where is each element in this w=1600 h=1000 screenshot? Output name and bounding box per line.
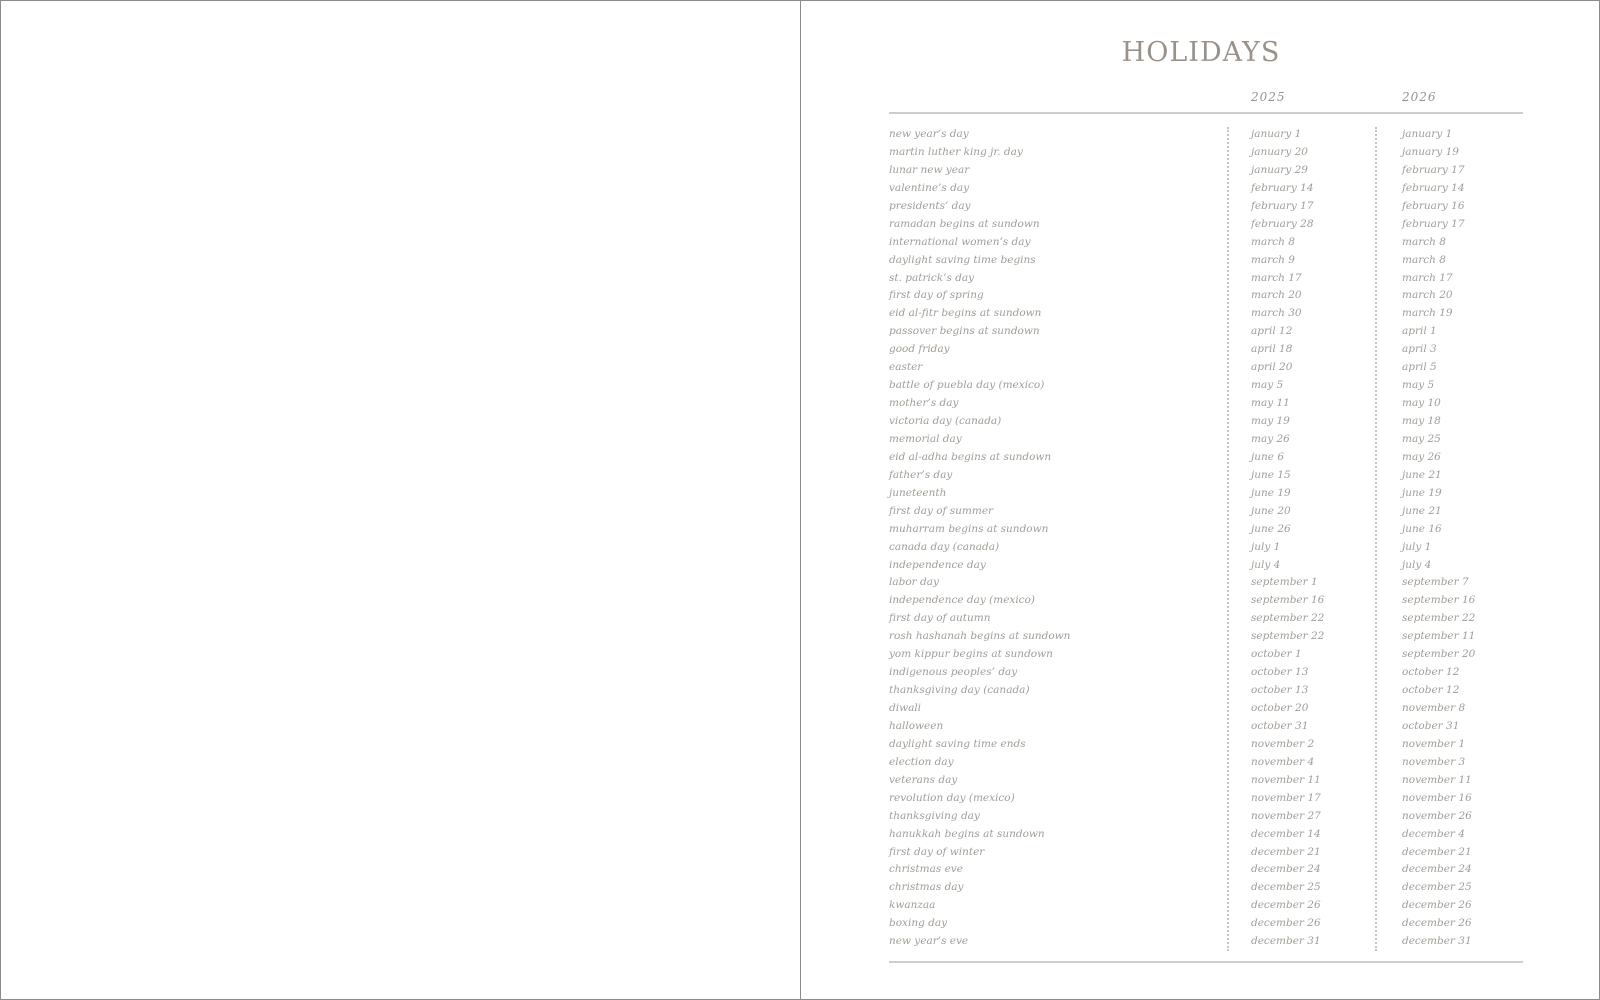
holiday-date-2026: october 12 xyxy=(1402,666,1460,679)
holiday-date-2025: june 20 xyxy=(1251,504,1291,517)
holiday-name: canada day (canada) xyxy=(889,540,1000,553)
holiday-name: battle of puebla day (mexico) xyxy=(889,379,1045,392)
holiday-name: christmas eve xyxy=(889,863,963,876)
holiday-date-2025: march 17 xyxy=(1251,271,1302,284)
holiday-row xyxy=(801,198,1600,216)
holiday-date-2026: january 1 xyxy=(1402,128,1453,140)
holiday-date-2025: may 19 xyxy=(1251,415,1290,427)
holiday-row xyxy=(801,359,1600,377)
holiday-row xyxy=(801,503,1600,521)
holiday-date-2025: november 17 xyxy=(1251,791,1321,804)
holiday-row xyxy=(801,718,1600,736)
holiday-date-2026: march 8 xyxy=(1402,235,1446,248)
holiday-name: labor day xyxy=(889,576,939,589)
holiday-name: ramadan begins at sundown xyxy=(889,217,1040,230)
holiday-row xyxy=(801,557,1600,575)
holiday-date-2025: january 20 xyxy=(1251,145,1308,158)
holiday-date-2025: december 25 xyxy=(1251,881,1321,894)
holiday-name: rosh hashanah begins at sundown xyxy=(889,630,1071,643)
holiday-row xyxy=(801,682,1600,700)
holiday-name: boxing day xyxy=(889,917,948,930)
holiday-date-2026: june 21 xyxy=(1402,504,1442,517)
year-header-2026: 2026 xyxy=(1402,90,1437,104)
holiday-date-2025: march 20 xyxy=(1251,289,1302,302)
holiday-name: valentine’s day xyxy=(889,181,970,194)
holiday-name: juneteenth xyxy=(889,486,947,499)
holiday-name: good friday xyxy=(889,343,950,356)
holiday-row xyxy=(801,574,1600,592)
holiday-date-2026: october 31 xyxy=(1402,719,1460,732)
holiday-row xyxy=(801,664,1600,682)
holiday-date-2026: may 10 xyxy=(1402,397,1441,410)
holiday-date-2026: april 1 xyxy=(1402,325,1437,338)
holiday-date-2025: april 18 xyxy=(1251,343,1293,356)
holiday-row xyxy=(801,467,1600,485)
holiday-row xyxy=(801,539,1600,557)
holiday-name: passover begins at sundown xyxy=(889,325,1040,338)
holiday-date-2026: december 26 xyxy=(1402,899,1472,912)
holiday-date-2025: may 26 xyxy=(1251,432,1290,445)
holiday-date-2025: april 20 xyxy=(1251,361,1293,374)
holiday-name: election day xyxy=(889,755,954,768)
holiday-row xyxy=(801,826,1600,844)
holiday-name: victoria day (canada) xyxy=(889,415,1002,427)
holiday-date-2025: october 13 xyxy=(1251,666,1309,679)
holiday-name: new year’s day xyxy=(889,128,969,140)
holiday-date-2026: april 5 xyxy=(1402,361,1437,374)
holiday-date-2026: november 8 xyxy=(1402,702,1466,714)
holiday-row xyxy=(801,449,1600,467)
holiday-row xyxy=(801,270,1600,288)
holiday-date-2026: march 19 xyxy=(1402,307,1453,320)
holiday-date-2025: january 29 xyxy=(1251,163,1308,176)
holiday-row xyxy=(801,592,1600,610)
holiday-row xyxy=(801,126,1600,144)
holiday-date-2026: october 12 xyxy=(1402,684,1460,697)
holiday-date-2025: december 26 xyxy=(1251,899,1321,912)
holiday-date-2025: november 27 xyxy=(1251,809,1321,822)
holiday-name: easter xyxy=(889,361,923,374)
holiday-row xyxy=(801,413,1600,431)
holiday-date-2025: december 31 xyxy=(1251,935,1321,948)
holiday-date-2025: october 31 xyxy=(1251,719,1309,732)
holiday-row xyxy=(801,341,1600,359)
holiday-date-2026: april 3 xyxy=(1402,343,1437,356)
holiday-row xyxy=(801,216,1600,234)
holiday-date-2025: september 16 xyxy=(1251,594,1325,607)
holiday-row xyxy=(801,610,1600,628)
holiday-date-2025: november 11 xyxy=(1251,773,1321,786)
holiday-date-2026: march 17 xyxy=(1402,271,1453,284)
holiday-row xyxy=(801,772,1600,790)
holiday-date-2026: september 20 xyxy=(1402,648,1476,661)
holiday-date-2025: february 28 xyxy=(1251,217,1314,230)
holiday-name: yom kippur begins at sundown xyxy=(889,648,1053,661)
holiday-date-2026: november 3 xyxy=(1402,755,1466,768)
holiday-date-2025: march 9 xyxy=(1251,253,1295,266)
holiday-row xyxy=(801,305,1600,323)
holiday-date-2026: july 4 xyxy=(1402,558,1432,571)
holiday-date-2025: june 19 xyxy=(1251,486,1291,499)
holiday-date-2025: january 1 xyxy=(1251,128,1302,140)
holiday-row xyxy=(801,180,1600,198)
holiday-name: first day of spring xyxy=(889,289,984,302)
right-page xyxy=(800,0,1600,1000)
holiday-name: veterans day xyxy=(889,773,958,786)
holiday-date-2026: february 17 xyxy=(1402,217,1465,230)
holiday-name: presidents’ day xyxy=(889,199,971,212)
holiday-date-2026: september 16 xyxy=(1402,594,1476,607)
holiday-date-2025: september 22 xyxy=(1251,630,1325,643)
holiday-date-2026: may 26 xyxy=(1402,450,1441,463)
holiday-row xyxy=(801,521,1600,539)
holiday-name: diwali xyxy=(889,702,922,714)
holiday-row xyxy=(801,754,1600,772)
holiday-date-2025: february 14 xyxy=(1251,181,1314,194)
holiday-name: international women’s day xyxy=(889,235,1031,248)
holiday-date-2025: april 12 xyxy=(1251,325,1293,338)
holiday-name: muharram begins at sundown xyxy=(889,522,1049,535)
holiday-date-2026: may 18 xyxy=(1402,415,1441,427)
holiday-date-2026: march 20 xyxy=(1402,289,1453,302)
holiday-row xyxy=(801,933,1600,951)
holiday-name: christmas day xyxy=(889,881,964,894)
page-title: HOLIDAYS xyxy=(1121,37,1281,68)
holiday-date-2026: february 17 xyxy=(1402,163,1465,176)
holiday-name: st. patrick’s day xyxy=(889,271,975,284)
holiday-date-2025: july 1 xyxy=(1251,540,1281,553)
holiday-name: independence day xyxy=(889,558,986,571)
holiday-date-2026: december 26 xyxy=(1402,917,1472,930)
holiday-date-2025: november 4 xyxy=(1251,755,1315,768)
holiday-row xyxy=(801,252,1600,270)
holiday-row xyxy=(801,377,1600,395)
holiday-row xyxy=(801,431,1600,449)
holiday-date-2025: december 14 xyxy=(1251,827,1321,840)
holiday-date-2025: february 17 xyxy=(1251,199,1314,212)
holiday-date-2025: december 21 xyxy=(1251,845,1321,858)
holiday-row xyxy=(801,808,1600,826)
holiday-date-2026: january 19 xyxy=(1402,145,1459,158)
holiday-name: thanksgiving day (canada) xyxy=(889,684,1030,697)
holiday-date-2026: june 21 xyxy=(1402,468,1442,481)
holiday-name: halloween xyxy=(889,719,944,732)
holiday-date-2026: september 11 xyxy=(1402,630,1476,643)
holiday-row xyxy=(801,485,1600,503)
holiday-date-2026: november 26 xyxy=(1402,809,1472,822)
holiday-name: daylight saving time begins xyxy=(889,253,1036,266)
holiday-date-2026: november 1 xyxy=(1402,737,1466,750)
holiday-name: new year’s eve xyxy=(889,935,969,948)
holiday-date-2025: october 1 xyxy=(1251,648,1302,661)
holiday-date-2025: december 26 xyxy=(1251,917,1321,930)
holiday-date-2025: november 2 xyxy=(1251,737,1315,750)
holiday-date-2025: july 4 xyxy=(1251,558,1281,571)
holiday-list xyxy=(801,126,1600,951)
holiday-row xyxy=(801,736,1600,754)
holiday-name: kwanzaa xyxy=(889,899,936,912)
holiday-name: indigenous peoples’ day xyxy=(889,666,1018,679)
holiday-date-2026: june 16 xyxy=(1402,522,1442,535)
holiday-row xyxy=(801,234,1600,252)
holiday-row xyxy=(801,162,1600,180)
holiday-date-2026: december 24 xyxy=(1402,863,1472,876)
holiday-name: father’s day xyxy=(889,468,953,481)
holiday-date-2025: may 11 xyxy=(1251,397,1290,410)
holiday-date-2025: june 15 xyxy=(1251,468,1291,481)
holiday-row xyxy=(801,879,1600,897)
holiday-date-2026: december 4 xyxy=(1402,827,1465,840)
holiday-date-2025: october 13 xyxy=(1251,684,1309,697)
holiday-name: first day of summer xyxy=(889,504,994,517)
holiday-row xyxy=(801,144,1600,162)
holiday-date-2025: may 5 xyxy=(1251,379,1284,392)
holiday-date-2026: june 19 xyxy=(1402,486,1442,499)
holiday-date-2026: july 1 xyxy=(1402,540,1432,553)
holiday-name: hanukkah begins at sundown xyxy=(889,827,1045,840)
holiday-date-2026: november 11 xyxy=(1402,773,1472,786)
holiday-row xyxy=(801,844,1600,862)
holiday-name: thanksgiving day xyxy=(889,809,980,822)
holiday-row xyxy=(801,628,1600,646)
holiday-row xyxy=(801,323,1600,341)
holiday-date-2026: december 21 xyxy=(1402,845,1472,858)
holiday-row xyxy=(801,700,1600,718)
holiday-date-2025: september 1 xyxy=(1251,576,1318,589)
holiday-name: memorial day xyxy=(889,432,962,445)
holiday-date-2026: may 5 xyxy=(1402,379,1435,392)
holiday-date-2025: june 6 xyxy=(1251,450,1285,463)
holiday-name: lunar new year xyxy=(889,163,970,176)
holiday-date-2026: december 31 xyxy=(1402,935,1472,948)
holiday-date-2025: march 30 xyxy=(1251,307,1302,320)
holiday-row xyxy=(801,790,1600,808)
holiday-name: eid al-fitr begins at sundown xyxy=(889,307,1042,320)
holiday-date-2026: december 25 xyxy=(1402,881,1472,894)
holiday-row xyxy=(801,646,1600,664)
holiday-date-2025: march 8 xyxy=(1251,235,1295,248)
holiday-name: first day of autumn xyxy=(889,612,991,625)
holiday-date-2026: september 7 xyxy=(1402,576,1469,589)
year-header-2025: 2025 xyxy=(1251,90,1286,104)
holiday-name: independence day (mexico) xyxy=(889,594,1035,607)
holiday-row xyxy=(801,897,1600,915)
holiday-date-2026: march 8 xyxy=(1402,253,1446,266)
holiday-row xyxy=(801,861,1600,879)
top-rule xyxy=(889,112,1523,114)
holiday-date-2026: november 16 xyxy=(1402,791,1472,804)
holiday-row xyxy=(801,915,1600,933)
holiday-name: daylight saving time ends xyxy=(889,737,1026,750)
holiday-date-2025: october 20 xyxy=(1251,702,1309,714)
holiday-row xyxy=(801,395,1600,413)
holiday-date-2026: february 16 xyxy=(1402,199,1465,212)
bottom-rule xyxy=(889,961,1523,963)
holiday-date-2025: june 26 xyxy=(1251,522,1291,535)
holiday-name: first day of winter xyxy=(889,845,985,858)
holiday-date-2025: december 24 xyxy=(1251,863,1321,876)
holiday-name: revolution day (mexico) xyxy=(889,791,1015,804)
holiday-name: martin luther king jr. day xyxy=(889,145,1023,158)
holiday-date-2025: september 22 xyxy=(1251,612,1325,625)
holiday-date-2026: february 14 xyxy=(1402,181,1465,194)
holiday-row xyxy=(801,287,1600,305)
holiday-date-2026: september 22 xyxy=(1402,612,1476,625)
holiday-name: eid al-adha begins at sundown xyxy=(889,450,1052,463)
holiday-date-2026: may 25 xyxy=(1402,432,1441,445)
holiday-name: mother’s day xyxy=(889,397,959,410)
